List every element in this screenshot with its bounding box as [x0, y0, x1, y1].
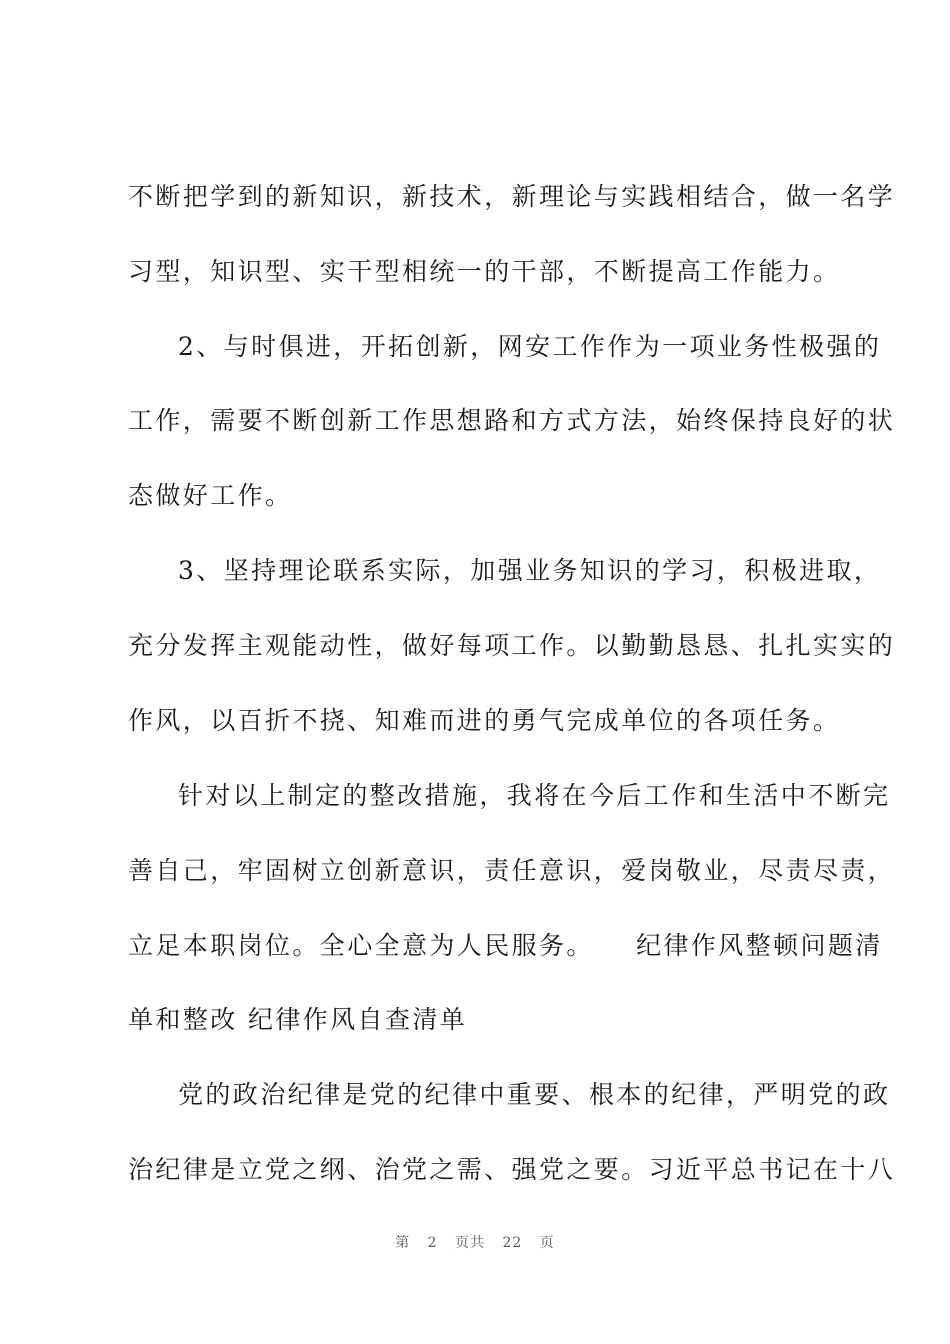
paragraph-line: 单和整改 纪律作风自查清单: [128, 1005, 468, 1034]
paragraph-line: 善自己，牢固树立创新意识，责任意识，爱岗敬业，尽责尽责，: [128, 856, 896, 885]
paragraph-line: 3、坚持理论联系实际，加强业务知识的学习，积极进取，: [178, 556, 882, 585]
paragraph-line: 2、与时俱进，开拓创新，网安工作作为一项业务性极强的: [178, 332, 882, 361]
paragraph-line: 党的政治纪律是党的纪律中重要、根本的纪律，严明党的政: [178, 1080, 891, 1109]
footer-current-page: 2: [427, 1235, 438, 1251]
paragraph-line: 工作，需要不断创新工作思想路和方式方法，始终保持良好的状: [128, 406, 896, 435]
page-footer: [0, 1232, 950, 1252]
footer-total-pages: 22: [502, 1235, 523, 1251]
footer-suffix: 页: [539, 1235, 555, 1251]
paragraph-line: 治纪律是立党之纲、治党之需、强党之要。习近平总书记在十八: [128, 1155, 896, 1184]
paragraph-line: 立足本职岗位。全心全意为人民服务。 纪律作风整顿问题清: [128, 931, 883, 960]
paragraph-line: 充分发挥主观能动性，做好每项工作。以勤勤恳恳、扎扎实实的: [128, 631, 896, 660]
paragraph-line: 不断把学到的新知识，新技术，新理论与实践相结合，做一名学: [128, 182, 896, 211]
paragraph-line: 针对以上制定的整改措施，我将在今后工作和生活中不断完: [178, 781, 891, 810]
footer-prefix: 第: [395, 1235, 411, 1251]
paragraph-line: 习型，知识型、实干型相统一的干部，不断提高工作能力。: [128, 257, 841, 286]
footer-middle: 页共: [455, 1235, 486, 1251]
paragraph-line: 态做好工作。: [128, 481, 293, 510]
paragraph-line: 作风，以百折不挠、知难而进的勇气完成单位的各项任务。: [128, 706, 841, 735]
